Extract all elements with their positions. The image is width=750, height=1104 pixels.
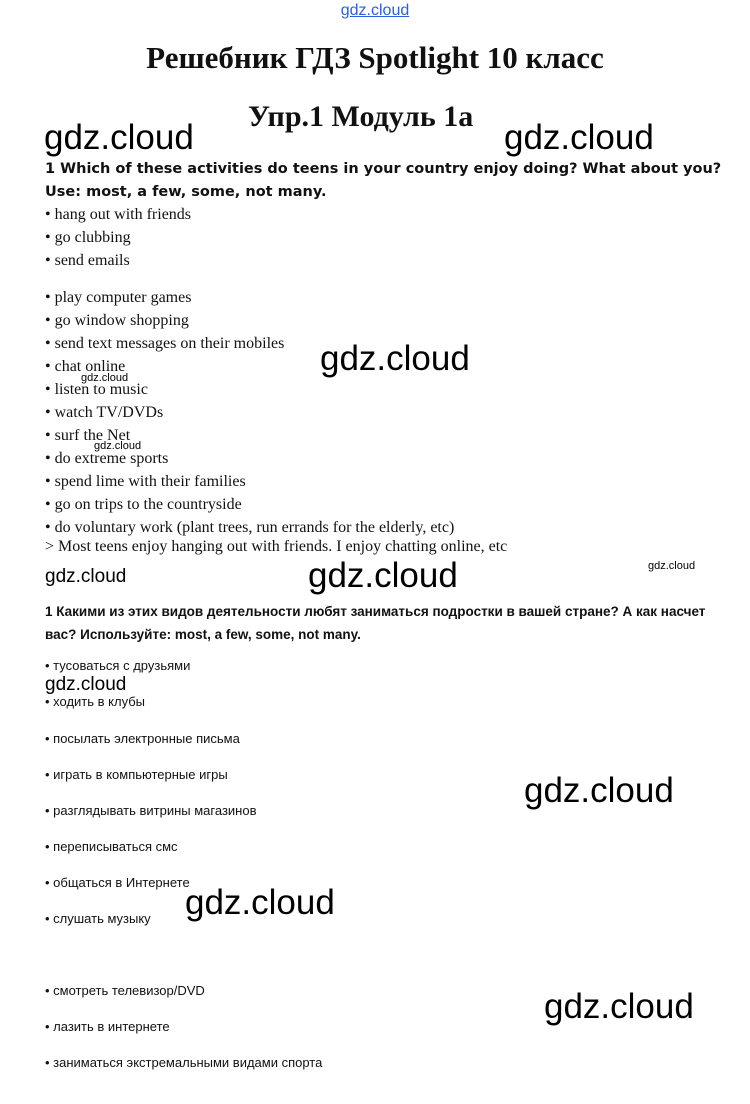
watermark: gdz.cloud (45, 566, 127, 587)
list-item: • слушать музыку (45, 911, 151, 926)
list-item: • do voluntary work (plant trees, run errands for the elderly, etc) (45, 519, 455, 536)
watermark: gdz.cloud (320, 339, 470, 378)
watermark: gdz.cloud (81, 372, 129, 384)
watermark: gdz.cloud (185, 883, 335, 922)
watermark: gdz.cloud (308, 556, 458, 595)
russian-question (45, 600, 705, 646)
list-item: • go window shopping (45, 312, 189, 329)
exercise-subtitle: Упр.1 Модуль 1a (248, 100, 474, 133)
list-item: • разглядывать витрины магазинов (45, 803, 257, 818)
list-item: • spend lime with their families (45, 473, 246, 490)
list-item: • тусоваться с друзьями (45, 658, 191, 673)
list-item: • общаться в Интернете (45, 875, 190, 890)
list-item: • посылать электронные письма (45, 731, 240, 746)
list-item: • go on trips to the countryside (45, 496, 242, 513)
list-item: • chat online (45, 358, 126, 375)
list-item: • играть в компьютерные игры (45, 767, 228, 782)
english-question (45, 158, 721, 204)
watermark: gdz.cloud (648, 560, 696, 572)
list-item: • лазить в интернете (45, 1019, 170, 1034)
list-item: • surf the Net (45, 427, 131, 444)
english-question-line-1: 1 Which of these activities do teens in your country enjoy doing? What about you? (45, 161, 722, 177)
list-item: • заниматься экстремальными видами спорта (45, 1055, 323, 1070)
list-item: • do extreme sports (45, 450, 169, 467)
english-list-group-2 (45, 286, 454, 539)
watermark: gdz.cloud (94, 440, 142, 452)
russian-question-line-1: 1 Какими из этих видов деятельности любят заниматься подростки в вашей стране? А как насчет (45, 604, 706, 619)
list-item: • смотреть телевизор/DVD (45, 983, 205, 998)
list-item: • send text messages on their mobiles (45, 335, 285, 352)
page-title: Решебник ГДЗ Spotlight 10 класс (146, 40, 604, 75)
list-item: • переписываться смс (45, 839, 178, 854)
list-item: • hang out with friends (45, 206, 192, 223)
list-item: • watch TV/DVDs (45, 404, 164, 421)
watermark: gdz.cloud (504, 118, 654, 157)
watermark: gdz.cloud (44, 118, 194, 157)
list-item: • listen to music (45, 381, 148, 398)
watermark: gdz.cloud (45, 674, 127, 695)
russian-question-line-2: вас? Используйте: most, a few, some, not many. (45, 627, 361, 642)
watermark: gdz.cloud (544, 987, 694, 1026)
english-question-line-2: Use: most, a few, some, not many. (45, 184, 327, 200)
list-item: • send emails (45, 252, 130, 269)
english-list-group-1 (45, 203, 191, 272)
top-watermark-link[interactable]: gdz.cloud (340, 2, 410, 19)
english-answer: > Most teens enjoy hanging out with friends. I enjoy chatting online, etc (45, 538, 508, 555)
list-item: • ходить в клубы (45, 694, 146, 709)
list-item: • go clubbing (45, 229, 131, 246)
list-item: • play computer games (45, 289, 192, 306)
watermark: gdz.cloud (524, 771, 674, 810)
